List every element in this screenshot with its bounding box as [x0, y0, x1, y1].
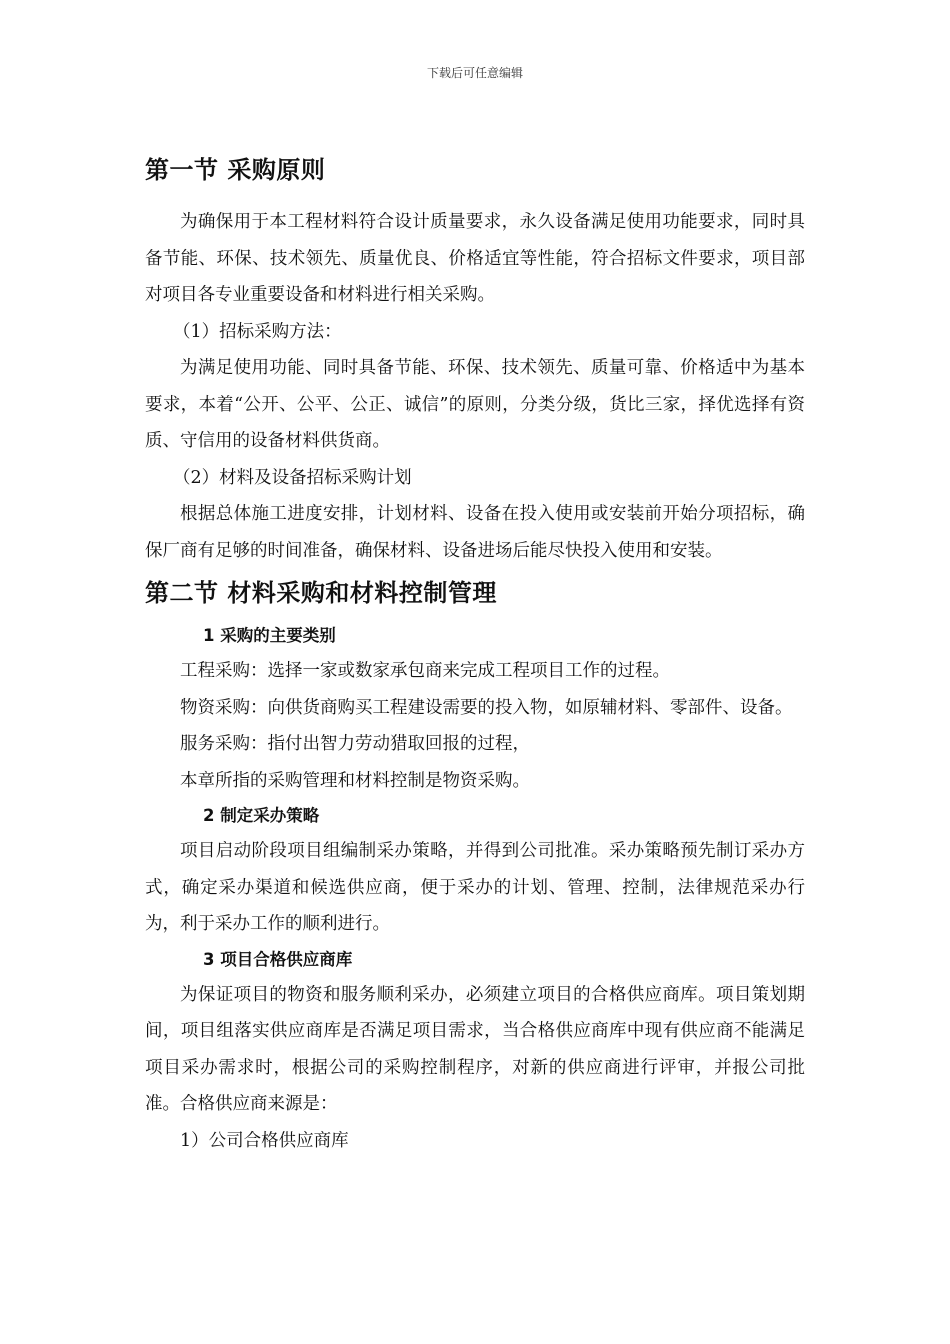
list-item: 1）公司合格供应商库	[180, 1130, 349, 1151]
section-2-title: 第二节 材料采购和材料控制管理	[145, 579, 497, 607]
subheading: 2 制定采办策略	[203, 806, 320, 825]
paragraph: 为满足使用功能、同时具备节能、环保、技术领先、质量可靠、价格适中为基本要求，本着“公开、公平、公正、诚信”的原则，分类分级，货比三家，择优选择有资质、守信用的设备材料供货商。	[145, 358, 805, 451]
section-1-title: 第一节 采购原则	[145, 156, 326, 184]
page-header: 下载后可任意编辑	[426, 66, 523, 80]
document-body	[145, 150, 805, 1159]
paragraph: 服务采购：指付出智力劳动猎取回报的过程，	[180, 734, 530, 754]
list-item: （2）材料及设备招标采购计划	[173, 467, 412, 488]
paragraph: 根据总体施工进度安排，计划材料、设备在投入使用或安装前开始分项招标，确保厂商有足够的时间准备，确保材料、设备进场后能尽快投入使用和安装。	[145, 504, 805, 561]
paragraph: 为确保用于本工程材料符合设计质量要求，永久设备满足使用功能要求，同时具备节能、环保、技术领先、质量优良、价格适宜等性能，符合招标文件要求，项目部对项目各专业重要设备和材料进行相关采购。	[145, 212, 805, 305]
subheading: 1 采购的主要类别	[203, 626, 336, 645]
paragraph: 为保证项目的物资和服务顺利采办，必须建立项目的合格供应商库。项目策划期间，项目组落实供应商库是否满足项目需求，当合格供应商库中现有供应商不能满足项目采办需求时，根据公司的采购控制程序，对新的供应商进行评审，并报公司批准。合格供应商来源是：	[145, 984, 805, 1114]
paragraph: 工程采购：选择一家或数家承包商来完成工程项目工作的过程。	[180, 661, 670, 681]
list-item: （1）招标采购方法：	[173, 321, 342, 342]
subheading: 3 项目合格供应商库	[203, 949, 353, 969]
paragraph: 物资采购：向供货商购买工程建设需要的投入物，如原辅材料、零部件、设备。	[180, 697, 793, 718]
paragraph: 项目启动阶段项目组编制采办策略，并得到公司批准。采办策略预先制订采办方式，确定采办渠道和候选供应商，便于采办的计划、管理、控制，法律规范采办行为，利于采办工作的顺利进行。	[145, 841, 805, 934]
paragraph: 本章所指的采购管理和材料控制是物资采购。	[180, 770, 530, 791]
